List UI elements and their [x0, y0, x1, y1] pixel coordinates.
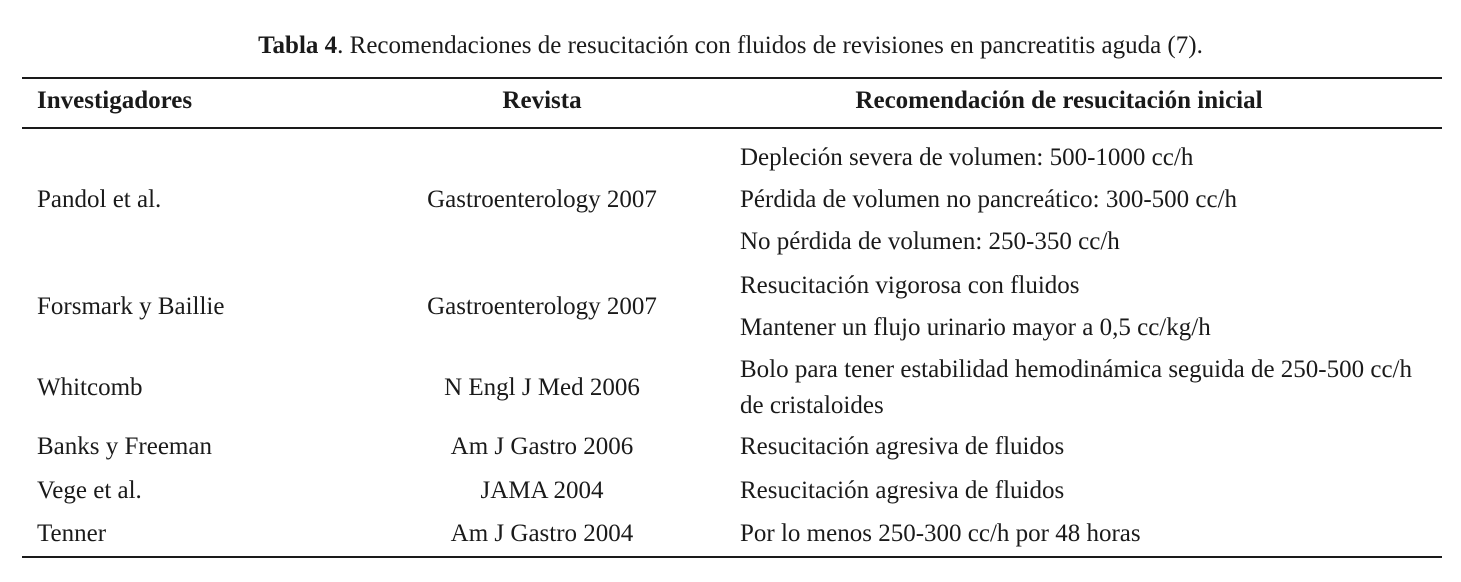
header-revista: Revista: [502, 87, 582, 114]
row-3-revista: N Engl J Med 2006: [444, 374, 640, 401]
row-1-recomendacion-3: No pérdida de volumen: 250-350 cc/h: [740, 228, 1120, 255]
header-investigadores: Investigadores: [37, 87, 193, 114]
row-4-investigadores: Banks y Freeman: [37, 433, 212, 460]
row-4-recomendacion-1: Resucitación agresiva de fluidos: [740, 433, 1065, 460]
row-3-recomendacion-1: Bolo para tener estabilidad hemodinámica seguida de 250-500 cc/h de cristaloides: [740, 356, 1412, 419]
row-6-recomendacion-1: Por lo menos 250-300 cc/h por 48 horas: [740, 520, 1141, 547]
table-top-rule: [22, 77, 1442, 79]
row-1-recomendacion-1: Depleción severa de volumen: 500-1000 cc/h: [740, 144, 1194, 171]
header-recomendacion: Recomendación de resucitación inicial: [855, 87, 1263, 114]
row-1-investigadores: Pandol et al.: [37, 186, 162, 213]
row-2-recomendacion-1: Resucitación vigorosa con fluidos: [740, 272, 1080, 299]
row-2-recomendacion-2: Mantener un flujo urinario mayor a 0,5 cc/kg/h: [740, 314, 1211, 341]
row-6-investigadores: Tenner: [37, 520, 107, 547]
table-caption-text: . Recomendaciones de resucitación con fluidos de revisiones en pancreatitis aguda (7).: [337, 32, 1203, 59]
table-caption: [0, 28, 1461, 64]
row-3-investigadores: Whitcomb: [37, 374, 143, 401]
row-5-investigadores: Vege et al.: [37, 477, 142, 504]
row-4-revista: Am J Gastro 2006: [450, 433, 634, 460]
row-1-revista: Gastroenterology 2007: [427, 186, 657, 213]
row-2-revista: Gastroenterology 2007: [427, 293, 657, 320]
row-2-investigadores: Forsmark y Baillie: [37, 293, 225, 320]
row-5-revista: JAMA 2004: [480, 477, 604, 504]
row-1-recomendacion-2: Pérdida de volumen no pancreático: 300-500 cc/h: [740, 186, 1238, 213]
table-caption-label: Tabla 4: [258, 32, 338, 59]
row-6-revista: Am J Gastro 2004: [450, 520, 634, 547]
table-header-rule: [22, 127, 1442, 129]
row-5-recomendacion-1: Resucitación agresiva de fluidos: [740, 477, 1065, 504]
table-bottom-rule: [22, 556, 1442, 558]
